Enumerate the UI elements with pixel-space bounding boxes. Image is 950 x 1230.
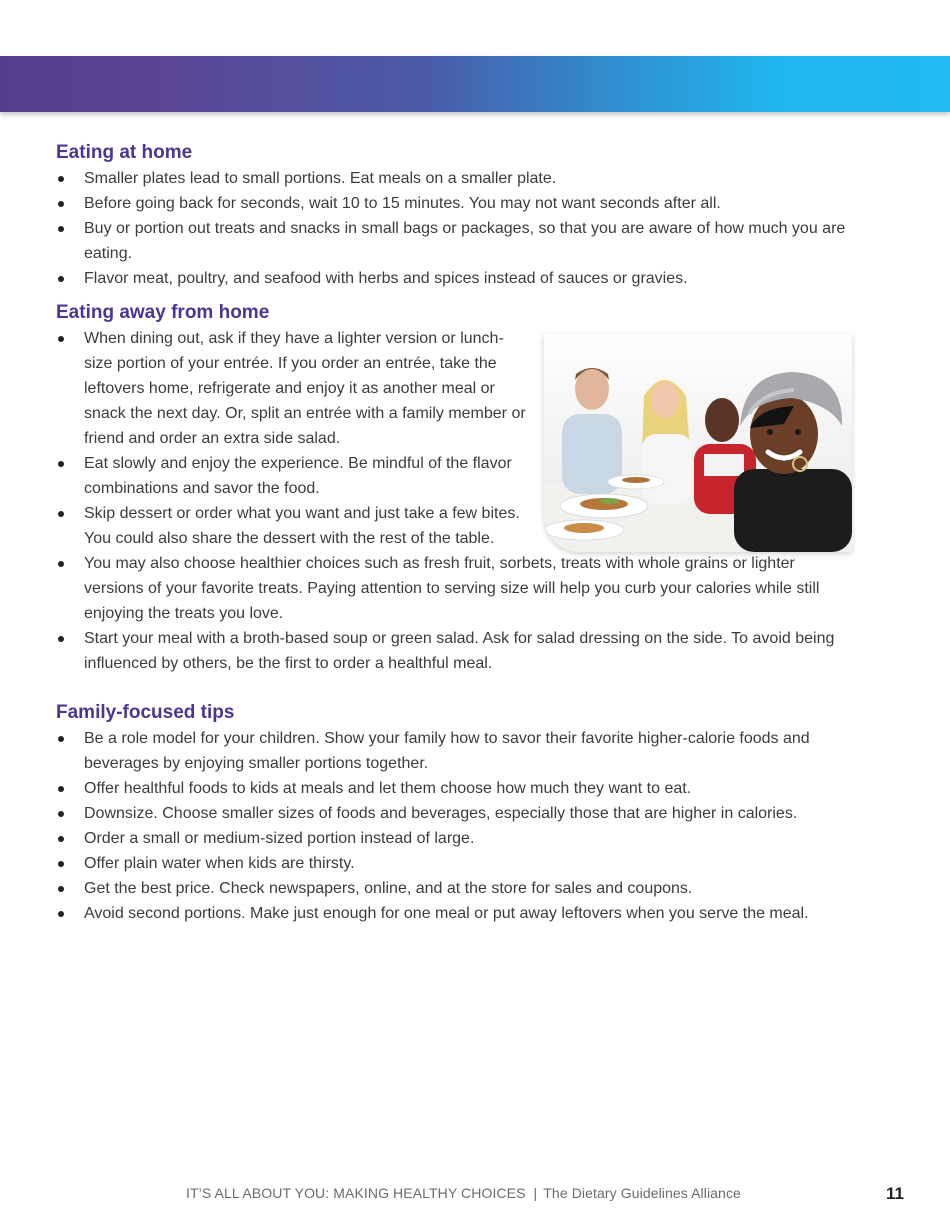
list-item: Flavor meat, poultry, and seafood with herbs and spices instead of sauces or gravies. <box>56 266 856 291</box>
bullet-list <box>56 726 856 926</box>
page-footer <box>0 1183 950 1207</box>
header-color-band <box>0 56 950 112</box>
footer-separator: | <box>533 1185 538 1201</box>
page-number: 11 <box>886 1184 904 1203</box>
footer-text <box>186 1185 741 1201</box>
list-item: Offer plain water when kids are thirsty. <box>56 851 856 876</box>
list-item: You may also choose healthier choices such as fresh fruit, sorbets, treats with whole grains or lighter versions of your favorite treats. Paying attention to serving size will help you curb your calories while still enjoying the treats you love. <box>56 551 856 626</box>
list-item: Downsize. Choose smaller sizes of foods and beverages, especially those that are higher in calories. <box>56 801 856 826</box>
list-item: Skip dessert or order what you want and just take a few bites. You could also share the dessert with the rest of the table. <box>56 501 532 551</box>
list-item: Buy or portion out treats and snacks in small bags or packages, so that you are aware of how much you are eating. <box>56 216 856 266</box>
list-item: Get the best price. Check newspapers, online, and at the store for sales and coupons. <box>56 876 856 901</box>
section-title: Family-focused tips <box>56 702 235 723</box>
bullet-list <box>56 166 856 291</box>
list-item: Start your meal with a broth-based soup or green salad. Ask for salad dressing on the side. To avoid being influenced by others, be the first to order a healthful meal. <box>56 626 856 676</box>
section-title: Eating away from home <box>56 302 270 323</box>
photo-illustration <box>544 334 852 552</box>
list-item: Be a role model for your children. Show your family how to savor their favorite higher-calorie foods and beverages by enjoying smaller portions together. <box>56 726 856 776</box>
section-eating-at-home <box>56 140 856 300</box>
section-title: Eating at home <box>56 142 193 163</box>
list-item: When dining out, ask if they have a lighter version or lunch-size portion of your entrée. If you order an entrée, take the leftovers home, refrigerate and enjoy it as another meal or snack the next day. Or, split an entrée with a family member or friend and order an extra side salad. <box>56 326 532 451</box>
dining-friends-photo <box>544 334 852 552</box>
list-item: Before going back for seconds, wait 10 to 15 minutes. You may not want seconds after all. <box>56 191 856 216</box>
person-man <box>562 368 622 494</box>
page-content <box>56 140 856 926</box>
list-item: Avoid second portions. Make just enough for one meal or put away leftovers when you serve the meal. <box>56 901 856 926</box>
footer-title: IT’S ALL ABOUT YOU: MAKING HEALTHY CHOICES <box>186 1185 526 1201</box>
section-family-focused-tips <box>56 700 856 926</box>
list-item: Eat slowly and enjoy the experience. Be mindful of the flavor combinations and savor the food. <box>56 451 532 501</box>
list-item: Smaller plates lead to small portions. Eat meals on a smaller plate. <box>56 166 856 191</box>
footer-org: The Dietary Guidelines Alliance <box>543 1185 741 1201</box>
list-item: Order a small or medium-sized portion instead of large. <box>56 826 856 851</box>
list-item: Offer healthful foods to kids at meals and let them choose how much they want to eat. <box>56 776 856 801</box>
